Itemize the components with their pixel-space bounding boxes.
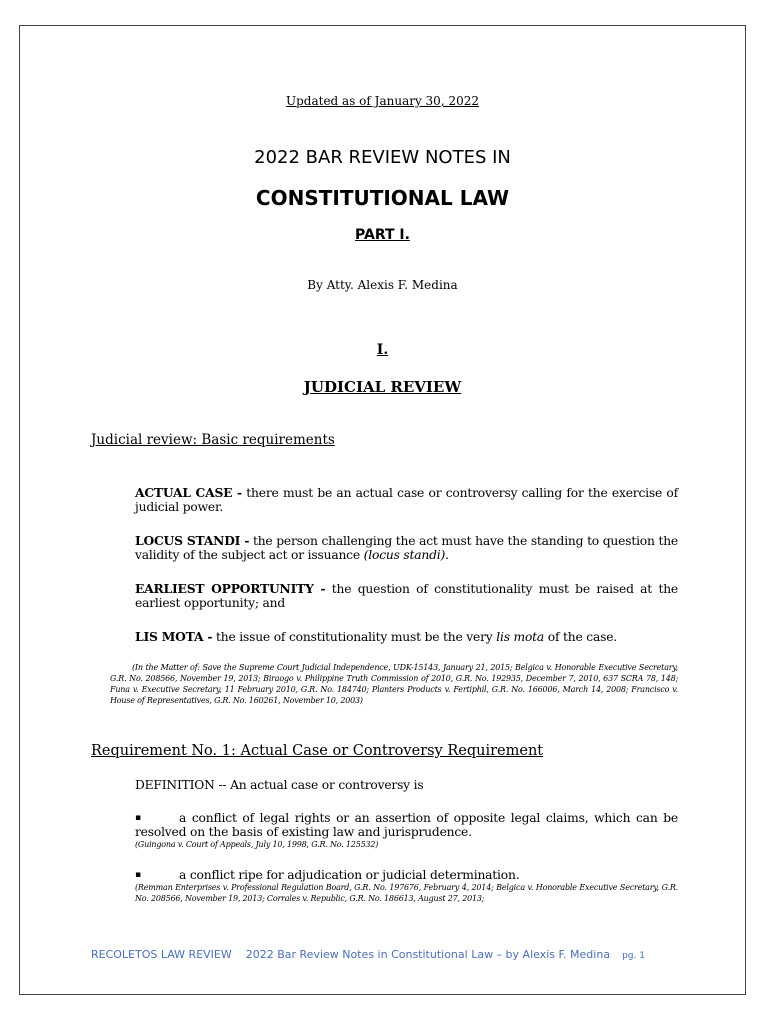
page-footer [91,948,645,961]
requirement-text: there must be an actual case or controversy calling for the exercise of judicial power. [135,486,678,514]
requirement-term: LIS MOTA - [135,629,213,644]
requirement-term: ACTUAL CASE - [135,485,242,500]
definition-bullet-1 [135,811,678,850]
updated-date: Updated as of January 30, 2022 [285,94,479,108]
requirement-text: the person challenging the act must have the standing to question the validity of the subject act or issuance [135,534,679,562]
part-label: PART I. [355,227,410,243]
title-line-1: 2022 BAR REVIEW NOTES IN [254,147,511,168]
requirement-item-locus-standi [135,534,678,562]
requirement-term: LOCUS STANDI - [135,533,250,548]
bullet-text: a conflict ripe for adjudication or judicial determination. [179,868,520,882]
requirement-after: . [445,548,449,562]
footer-title: 2022 Bar Review Notes in Constitutional Law – by Alexis F. Medina [245,948,611,961]
requirement-1-heading: Requirement No. 1: Actual Case or Controversy Requirement [91,743,544,759]
footer-journal: RECOLETOS LAW REVIEW [91,948,232,961]
bullet-text: a conflict of legal rights or an assertion of opposite legal claims, which can be resolved on the basis of existing law and jurisprudence. [135,811,678,839]
requirement-after: of the case. [544,630,617,644]
basic-requirements-citation: (In the Matter of: Save the Supreme Court Judicial Independence, UDK-15143, January 21, 2015; Belgica v. Honorable Executive Secretary, G.R. No. 208566, November 19, 2013; Biraogo v. Philippine Truth Commission of 2010, G.R. No. 192935, December 7, 2010, 637 SCRA 78, 148; Funa v. Executive Secretary, 11 February 2010, G.R. No. 184740; Planters Products v. Fertiphil, G.R. No. 166006, March 14, 2008; Francisco v. House of Representatives, G.R. No. 160261, November 10, 2003) [110,663,678,705]
basic-requirements-heading: Judicial review: Basic requirements [91,432,335,448]
requirement-italic: lis mota [496,630,545,644]
section-numeral: I. [376,342,389,358]
bullet-citation: (Guingona v. Court of Appeals, July 10, 1998, G.R. No. 125532) [135,840,379,849]
requirement-text: the question of constitutionality must be raised at the earliest opportunity; and [135,582,678,610]
title-line-2: CONSTITUTIONAL LAW [255,186,510,210]
definition-bullet-2 [135,868,678,904]
requirement-text: the issue of constitutionality must be the very [212,630,497,644]
requirement-item-lis-mota [135,630,678,644]
section-title: JUDICIAL REVIEW [303,378,462,396]
requirement-item-actual-case [135,486,678,514]
requirement-italic: (locus standi) [363,548,446,562]
bullet-citation: (Remman Enterprises v. Professional Regulation Board, G.R. No. 197676, February 4, 2014; Belgica v. Honorable Executive Secretary, G.R. No. 208566, November 19, 2013; Corrales v. Republic, G.R. No. 186613, August 27, 2013; [135,883,678,903]
bullet-icon: ▪ [135,813,141,823]
requirement-term: EARLIEST OPPORTUNITY - [135,581,326,596]
bullet-icon: ▪ [135,870,141,880]
author-line: By Atty. Alexis F. Medina [307,278,458,292]
footer-page-number: pg. 1 [622,951,645,961]
requirement-item-earliest-opportunity [135,582,678,610]
document-page [19,25,746,995]
definition-line: DEFINITION -- An actual case or controversy is [135,778,424,792]
